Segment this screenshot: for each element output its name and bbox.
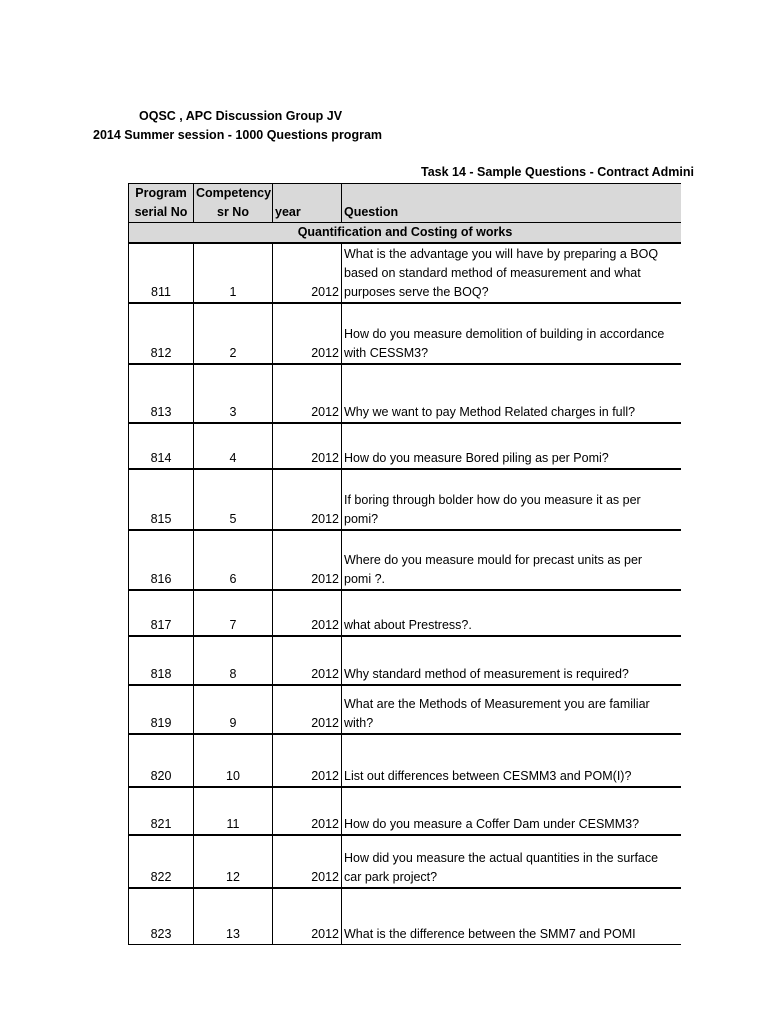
question-line: How do you measure a Coffer Dam under CESMM3? — [344, 817, 640, 831]
question-line: What is the advantage you will have by preparing a BOQ — [344, 247, 659, 261]
question-cell — [342, 685, 682, 734]
year-cell: 2012 — [273, 303, 342, 364]
question-cell — [342, 303, 682, 364]
question-line: with CESSM3? — [344, 346, 429, 360]
column-header-serial: Program serial No — [129, 184, 194, 223]
question-line: What is the difference between the SMM7 and POMI — [344, 926, 636, 941]
column-header-competency: Competency sr No — [194, 184, 273, 223]
question-line: List out differences between CESMM3 and POM(I)? — [344, 769, 632, 783]
question-line: How do you measure demolition of building in accordance — [344, 327, 665, 341]
question-cell — [342, 530, 682, 590]
year-cell: 2012 — [273, 590, 342, 636]
table-row — [129, 787, 682, 835]
year-cell: 2012 — [273, 734, 342, 787]
question-cell — [342, 243, 682, 303]
task-heading: Task 14 - Sample Questions - Contract Admini — [421, 165, 694, 179]
year-cell: 2012 — [273, 469, 342, 530]
question-cell — [342, 423, 682, 469]
year-cell: 2012 — [273, 243, 342, 303]
question-line: Why standard method of measurement is required? — [344, 667, 629, 681]
serial-cell: 822 — [129, 835, 194, 888]
questions-table-container — [128, 183, 681, 945]
serial-cell: 813 — [129, 364, 194, 423]
competency-cell: 13 — [194, 888, 273, 944]
document-subtitle: 2014 Summer session - 1000 Questions program — [93, 128, 383, 142]
serial-cell: 818 — [129, 636, 194, 685]
table-header-row — [129, 184, 682, 223]
table-row — [129, 469, 682, 530]
table-row — [129, 636, 682, 685]
serial-cell: 814 — [129, 423, 194, 469]
question-line: Why we want to pay Method Related charges in full? — [344, 405, 636, 419]
question-line: If boring through bolder how do you measure it as per — [344, 493, 641, 507]
year-cell: 2012 — [273, 835, 342, 888]
serial-cell: 815 — [129, 469, 194, 530]
question-cell — [342, 787, 682, 835]
question-line: pomi ?. — [344, 572, 385, 586]
table-row — [129, 734, 682, 787]
question-cell — [342, 835, 682, 888]
table-row — [129, 364, 682, 423]
table-row — [129, 888, 682, 944]
question-cell — [342, 734, 682, 787]
question-line: with? — [344, 716, 374, 730]
competency-cell: 11 — [194, 787, 273, 835]
questions-table — [128, 183, 681, 945]
question-line: what about Prestress?. — [344, 618, 472, 632]
column-header-question: Question — [342, 184, 682, 223]
competency-cell: 10 — [194, 734, 273, 787]
document-title: OQSC , APC Discussion Group JV — [139, 109, 343, 123]
question-line: How did you measure the actual quantities in the surface — [344, 851, 659, 865]
competency-cell: 12 — [194, 835, 273, 888]
section-row — [129, 223, 682, 244]
table-row — [129, 423, 682, 469]
year-cell: 2012 — [273, 636, 342, 685]
serial-cell: 823 — [129, 888, 194, 944]
year-cell: 2012 — [273, 888, 342, 944]
column-header-year: year — [273, 184, 342, 223]
year-cell: 2012 — [273, 423, 342, 469]
question-cell — [342, 364, 682, 423]
table-row — [129, 590, 682, 636]
year-cell: 2012 — [273, 364, 342, 423]
question-line: What are the Methods of Measurement you are familiar — [344, 697, 650, 711]
question-line: purposes serve the BOQ? — [344, 285, 489, 299]
competency-cell: 1 — [194, 243, 273, 303]
table-row — [129, 530, 682, 590]
question-line: How do you measure Bored piling as per Pomi? — [344, 451, 609, 465]
serial-cell: 817 — [129, 590, 194, 636]
serial-cell: 812 — [129, 303, 194, 364]
serial-cell: 820 — [129, 734, 194, 787]
question-cell — [342, 590, 682, 636]
question-cell — [342, 888, 682, 944]
question-line: based on standard method of measurement and what — [344, 266, 641, 280]
question-cell — [342, 636, 682, 685]
year-cell: 2012 — [273, 787, 342, 835]
competency-cell: 9 — [194, 685, 273, 734]
competency-cell: 6 — [194, 530, 273, 590]
question-line: car park project? — [344, 870, 438, 884]
competency-cell: 3 — [194, 364, 273, 423]
competency-cell: 8 — [194, 636, 273, 685]
serial-cell: 811 — [129, 243, 194, 303]
competency-cell: 4 — [194, 423, 273, 469]
question-line: pomi? — [344, 512, 379, 526]
table-row — [129, 303, 682, 364]
year-cell: 2012 — [273, 685, 342, 734]
serial-cell: 819 — [129, 685, 194, 734]
question-line: Where do you measure mould for precast units as per — [344, 553, 643, 567]
serial-cell: 821 — [129, 787, 194, 835]
year-cell: 2012 — [273, 530, 342, 590]
competency-cell: 7 — [194, 590, 273, 636]
table-row — [129, 835, 682, 888]
table-row — [129, 685, 682, 734]
competency-cell: 5 — [194, 469, 273, 530]
serial-cell: 816 — [129, 530, 194, 590]
table-row — [129, 243, 682, 303]
section-title: Quantification and Costing of works — [129, 223, 682, 244]
question-cell — [342, 469, 682, 530]
competency-cell: 2 — [194, 303, 273, 364]
